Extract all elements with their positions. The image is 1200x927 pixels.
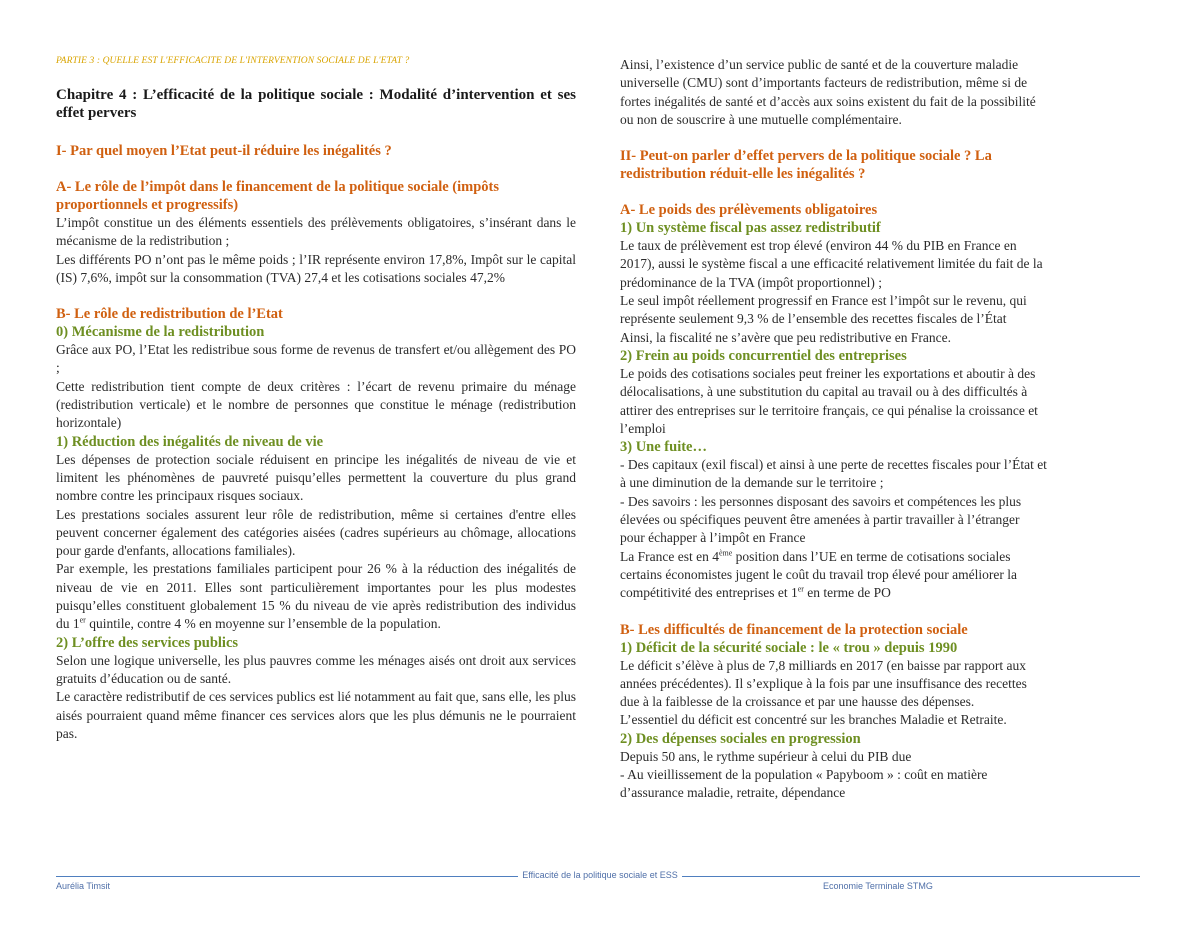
text-line: Ainsi, l’existence d’un service public de santé et de la couverture maladie [620,57,1019,72]
text-line: ou non de souscrire à une mutuelle complémentaire. [620,111,902,127]
footer-course: Economie Terminale STMG [823,881,933,891]
text-line: fortes inégalités de santé et d’accès aux soins existent du fait de la possibilité [620,93,1036,109]
text-line: - Au vieillissement de la population « Papyboom » : coût en matière [620,767,988,783]
text-line: prédominance de la TVA (impôt proportionnel) ; [620,274,882,290]
text-line: 2017), aussi le système fiscal a une efficacité relativement limitée du fait de la [620,256,1043,272]
text-line: années précédentes). Il s’explique à la fois par une insuffisance des recettes [620,675,1027,691]
section-a-heading: A- Le rôle de l’impôt dans le financement de la politique sociale (impôts proportionnels et progressifs) [56,179,500,213]
text-line: élevées ou spécifiques peuvent être amenées à partir travailler à l’étranger [620,512,1020,528]
paragraph: Le caractère redistributif de ces services publics est lié notamment au fait que, sans elle, les plus aisés pourraient quand même financer ces services alors que les plus démunis ne le pourraient pas. [56,689,576,741]
section-ii-heading: redistribution réduit-elle les inégalités ? [620,166,866,183]
part-heading: PARTIE 3 : QUELLE EST L'EFFICACITE DE L'INTERVENTION SOCIALE DE L'ETAT ? [56,56,410,66]
footer-title: Efficacité de la politique sociale et ESS [518,870,681,880]
paragraph: Grâce aux PO, l’Etat les redistribue sous forme de revenus de transfert et/ou allègement des PO ; [56,342,576,376]
paragraph: Cette redistribution tient compte de deux critères : l’écart de revenu primaire du ménage (redistribution verticale) et le nombre de personnes que constitue le ménage (redistribution horizontale) [56,378,576,431]
text-line: représente seulement 9,3 % de l’ensemble des recettes fiscales de l’État [620,311,1007,327]
text-line: Le seul impôt réellement progressif en France est l’impôt sur le revenu, qui [620,293,1027,309]
text-line: Le taux de prélèvement est trop élevé (environ 44 % du PIB en France en [620,238,1017,254]
paragraph: Les prestations sociales assurent leur rôle de redistribution, même si certaines d'entre elles peuvent concerner également des catégories aisées (cadres supérieurs au chômage, allocations pour garde d'enfants, allocations familiales). [56,506,576,559]
subheading: 0) Mécanisme de la redistribution [56,324,265,341]
subheading: 1) Déficit de la sécurité sociale : le « trou » depuis 1990 [620,639,958,656]
subheading: 1) Un système fiscal pas assez redistributif [620,220,881,237]
text-line: L’essentiel du déficit est concentré sur les branches Maladie et Retraite. [620,712,1007,728]
section-b-heading: B- Le rôle de redistribution de l’Etat [56,306,283,323]
chapter-title: Chapitre 4 : L’efficacité de la politique sociale : Modalité d’intervention et ses effet pervers [56,87,576,121]
paragraph: Les dépenses de protection sociale réduisent en principe les inégalités de niveau de vie et limitent les phénomènes de pauvreté puisqu’elles permettent la couverture du plus grand nombre contre les principaux risques sociaux. [56,451,576,504]
text-line: certains économistes jugent le coût du travail trop élevé pour améliorer la [620,566,1017,582]
section-i-heading: I- Par quel moyen l’Etat peut-il réduire les inégalités ? [56,143,392,159]
paragraph: L’impôt constitue un des éléments essentiels des prélèvements obligatoires, s’insérant dans le mécanisme de la redistribution ; [56,215,576,249]
section-b-heading: B- Les difficultés de financement de la protection sociale [620,621,968,638]
right-column [620,56,1140,803]
subheading: 3) Une fuite… [620,439,707,456]
left-column [56,56,576,743]
subheading: 2) Des dépenses sociales en progression [620,730,861,747]
section-a-heading: A- Le poids des prélèvements obligatoires [620,202,878,219]
text-line: due à la faiblesse de la croissance et par une hausse des dépenses. [620,694,975,710]
paragraph: Selon une logique universelle, les plus pauvres comme les ménages aisés ont droit aux services gratuits d’éducation ou de santé. [56,652,576,686]
text-line: - Des savoirs : les personnes disposant des savoirs et compétences les plus [620,493,1022,509]
text-line: universelle (CMU) sont d’importants facteurs de redistribution, même si de [620,75,1028,91]
subheading: 2) L’offre des services publics [56,634,239,651]
paragraph: Par exemple, les prestations familiales participent pour 26 % à la réduction des inégalités de niveau de vie en 2011. Elles sont particulièrement importantes pour les plus modestes puisqu’elles constituent globalement 15 % du niveau de vie après redistribution des individus du 1er quintile, contre 4 % en moyenne sur l’ensemble de la population. [56,561,576,632]
text-line: à une diminution de la demande sur le territoire ; [620,475,884,491]
text-line: pour échapper à l’impôt en France [620,530,806,546]
subheading: 2) Frein au poids concurrentiel des entreprises [620,347,907,364]
section-ii-heading: II- Peut-on parler d’effet pervers de la politique sociale ? La [620,148,992,165]
footer-author: Aurélia Timsit [56,881,111,891]
paragraph: Les différents PO n’ont pas le même poids ; l’IR représente environ 17,8%, Impôt sur le capital (IS) 7,6%, impôt sur la consommation (TVA) 27,4 et les cotisations sociales 47,2% [56,251,576,285]
text-line: délocalisations, à une substitution du capital au travail ou à des difficultés à [620,384,1028,400]
footer-center [0,870,1200,880]
text-line: l’emploi [620,420,666,436]
text-line: - Des capitaux (exil fiscal) et ainsi à une perte de recettes fiscales pour l’État et [620,457,1047,473]
text-line: Le poids des cotisations sociales peut freiner les exportations et aboutir à des [620,365,1036,381]
text-line: d’assurance maladie, retraite, dépendance [620,785,846,801]
text-line: attirer des entreprises sur le territoire français, ce qui pénalise la croissance et [620,402,1038,418]
text-line: Ainsi, la fiscalité ne s’avère que peu redistributive en France. [620,329,952,345]
subheading: 1) Réduction des inégalités de niveau de vie [56,433,324,450]
text-line: compétitivité des entreprises et 1er en terme de PO [620,584,891,601]
text-line: Le déficit s’élève à plus de 7,8 milliards en 2017 (en baisse par rapport aux [620,657,1026,673]
text-line: La France est en 4ème position dans l’UE en terme de cotisations sociales [620,548,1011,564]
text-line: Depuis 50 ans, le rythme supérieur à celui du PIB due [620,748,912,764]
